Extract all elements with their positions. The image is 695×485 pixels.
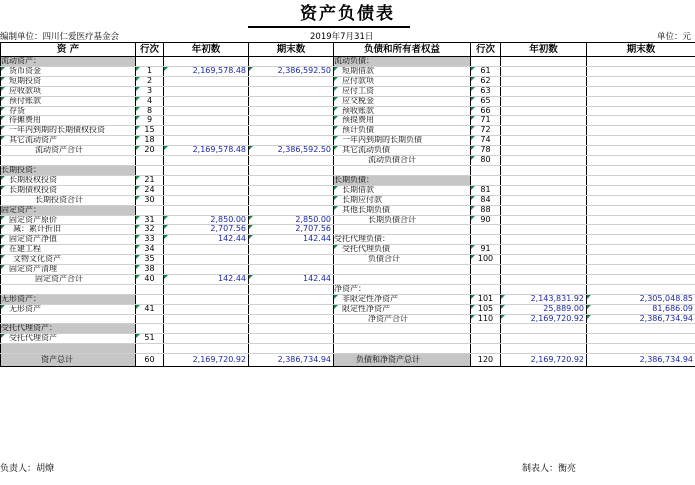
liability-end-cell[interactable] [587, 324, 695, 334]
balance-sheet-table [0, 42, 695, 367]
liability-end-cell[interactable]: 2,305,048.85 [587, 294, 695, 304]
table-row [1, 146, 695, 156]
asset-end-cell[interactable] [249, 205, 334, 215]
asset-begin-cell[interactable]: 2,169,578.48 [164, 146, 249, 156]
liability-line-cell[interactable] [471, 344, 501, 354]
liability-begin-cell[interactable] [501, 235, 587, 245]
header-liabilities[interactable]: 负债和所有者权益 [334, 43, 471, 57]
asset-line-cell[interactable] [136, 165, 164, 175]
asset-end-cell[interactable] [249, 106, 334, 116]
liability-end-cell[interactable] [587, 185, 695, 195]
table-row [1, 195, 695, 205]
liability-label-cell[interactable]: 预计负债 [334, 126, 471, 136]
asset-line-cell[interactable]: 20 [136, 146, 164, 156]
liability-begin-cell[interactable] [501, 116, 587, 126]
liability-end-cell[interactable] [587, 175, 695, 185]
asset-end-cell[interactable] [249, 156, 334, 166]
liability-line-cell[interactable]: 100 [471, 255, 501, 265]
asset-label-cell[interactable]: 货币资金 [1, 66, 136, 76]
asset-line-cell[interactable] [136, 205, 164, 215]
liability-line-cell[interactable] [471, 165, 501, 175]
liability-label-cell[interactable]: 短期借款 [334, 66, 471, 76]
liability-line-cell[interactable] [471, 175, 501, 185]
liability-label-cell[interactable]: 预提费用 [334, 116, 471, 126]
liability-begin-cell[interactable]: 2,143,831.92 [501, 294, 587, 304]
asset-line-cell[interactable]: 15 [136, 126, 164, 136]
liability-line-cell[interactable]: 84 [471, 195, 501, 205]
liability-begin-cell[interactable] [501, 265, 587, 275]
liability-begin-cell[interactable] [501, 185, 587, 195]
asset-line-cell[interactable]: 24 [136, 185, 164, 195]
liability-line-cell[interactable]: 65 [471, 96, 501, 106]
asset-end-cell[interactable] [249, 96, 334, 106]
asset-end-cell[interactable] [249, 255, 334, 265]
header-end-right[interactable]: 期末数 [587, 43, 695, 57]
asset-line-cell[interactable]: 4 [136, 96, 164, 106]
asset-end-cell[interactable]: 142.44 [249, 274, 334, 284]
header-line-no-right[interactable]: 行次 [471, 43, 501, 57]
liability-begin-cell[interactable] [501, 245, 587, 255]
liability-begin-cell[interactable] [501, 344, 587, 354]
asset-end-cell[interactable]: 2,707.56 [249, 225, 334, 235]
liability-label-cell[interactable] [334, 165, 471, 175]
liability-begin-cell[interactable] [501, 66, 587, 76]
table-row [1, 175, 695, 185]
asset-label-cell[interactable]: 长期投资合计 [1, 195, 136, 205]
liability-begin-cell[interactable] [501, 126, 587, 136]
asset-line-cell[interactable]: 31 [136, 215, 164, 225]
asset-end-cell[interactable] [249, 284, 334, 294]
table-row [1, 156, 695, 166]
asset-begin-cell[interactable] [164, 185, 249, 195]
table-row [1, 76, 695, 86]
asset-line-cell[interactable] [136, 294, 164, 304]
liability-end-cell[interactable] [587, 274, 695, 284]
asset-begin-cell[interactable] [164, 136, 249, 146]
asset-line-cell[interactable]: 1 [136, 66, 164, 76]
asset-label-cell[interactable]: 长期投资： [1, 165, 136, 175]
asset-end-cell[interactable] [249, 86, 334, 96]
liability-label-cell[interactable]: 应付工资 [334, 86, 471, 96]
asset-line-cell[interactable] [136, 156, 164, 166]
header-begin[interactable]: 年初数 [164, 43, 249, 57]
asset-line-cell[interactable] [136, 324, 164, 334]
asset-line-cell[interactable]: 2 [136, 76, 164, 86]
liability-begin-cell[interactable] [501, 156, 587, 166]
asset-end-cell[interactable] [249, 116, 334, 126]
asset-begin-cell[interactable] [164, 334, 249, 344]
liability-begin-cell[interactable] [501, 225, 587, 235]
liability-end-cell[interactable] [587, 255, 695, 265]
report-title: 资产负债表 [300, 4, 395, 24]
liability-end-cell[interactable]: 2,386,734.94 [587, 314, 695, 324]
table-row [1, 66, 695, 76]
totals-row [1, 354, 695, 367]
liability-end-cell[interactable] [587, 265, 695, 275]
liability-begin-cell[interactable] [501, 334, 587, 344]
liability-line-cell[interactable]: 66 [471, 106, 501, 116]
asset-end-cell[interactable] [249, 304, 334, 314]
liability-end-cell[interactable] [587, 96, 695, 106]
asset-begin-cell[interactable] [164, 284, 249, 294]
header-begin-right[interactable]: 年初数 [501, 43, 587, 57]
table-row [1, 255, 695, 265]
liability-line-cell[interactable] [471, 235, 501, 245]
liability-begin-cell[interactable] [501, 175, 587, 185]
liability-end-cell[interactable] [587, 195, 695, 205]
liability-end-cell[interactable] [587, 66, 695, 76]
table-row [1, 294, 695, 304]
asset-end-cell[interactable]: 2,850.00 [249, 215, 334, 225]
asset-line-cell[interactable]: 8 [136, 106, 164, 116]
liability-line-cell[interactable]: 91 [471, 245, 501, 255]
liability-label-cell[interactable]: 应交税金 [334, 96, 471, 106]
liability-line-cell[interactable]: 78 [471, 146, 501, 156]
asset-label-cell[interactable] [1, 314, 136, 324]
asset-label-cell[interactable]: 受托代理资产： [1, 324, 136, 334]
liability-begin-cell[interactable] [501, 274, 587, 284]
table-row [1, 265, 695, 275]
liability-begin-cell[interactable] [501, 215, 587, 225]
liability-begin-cell[interactable] [501, 96, 587, 106]
table-row [1, 235, 695, 245]
table-row [1, 57, 695, 67]
liability-label-cell[interactable]: 非限定性净资产 [334, 294, 471, 304]
asset-line-cell[interactable]: 32 [136, 225, 164, 235]
asset-begin-cell[interactable]: 142.44 [164, 235, 249, 245]
liability-label-cell[interactable]: 长期负债合计 [334, 215, 471, 225]
asset-line-cell[interactable]: 18 [136, 136, 164, 146]
table-row [1, 225, 695, 235]
asset-begin-cell[interactable] [164, 344, 249, 354]
asset-line-cell[interactable] [136, 284, 164, 294]
liability-line-cell[interactable]: 80 [471, 156, 501, 166]
liability-begin-cell[interactable] [501, 146, 587, 156]
liability-line-cell[interactable]: 81 [471, 185, 501, 195]
liabilities-total-line[interactable]: 120 [471, 354, 501, 367]
asset-label-cell[interactable]: 短期投资 [1, 76, 136, 86]
liability-end-cell[interactable] [587, 334, 695, 344]
asset-begin-cell[interactable] [164, 165, 249, 175]
asset-label-cell[interactable]: 待摊费用 [1, 116, 136, 126]
liability-label-cell[interactable]: 预收账款 [334, 106, 471, 116]
asset-end-cell[interactable] [249, 245, 334, 255]
liability-line-cell[interactable] [471, 274, 501, 284]
asset-label-cell[interactable]: 应收款项 [1, 86, 136, 96]
table-row [1, 205, 695, 215]
liability-line-cell[interactable]: 101 [471, 294, 501, 304]
asset-begin-cell[interactable]: 2,707.56 [164, 225, 249, 235]
liability-line-cell[interactable]: 61 [471, 66, 501, 76]
asset-line-cell[interactable]: 3 [136, 86, 164, 96]
asset-label-cell[interactable]: 固定资产合计 [1, 274, 136, 284]
liability-end-cell[interactable] [587, 215, 695, 225]
liability-label-cell[interactable] [334, 265, 471, 275]
asset-end-cell[interactable] [249, 57, 334, 67]
asset-end-cell[interactable] [249, 175, 334, 185]
company-label: 编制单位：四川仁爱医疗基金会 [0, 32, 120, 42]
table-row [1, 324, 695, 334]
table-row [1, 96, 695, 106]
asset-begin-cell[interactable] [164, 57, 249, 67]
asset-end-cell[interactable] [249, 165, 334, 175]
asset-end-cell[interactable] [249, 136, 334, 146]
asset-label-cell[interactable]: 固定资产： [1, 205, 136, 215]
asset-label-cell[interactable]: 无形资产 [1, 304, 136, 314]
liability-label-cell[interactable]: 其他长期负债 [334, 205, 471, 215]
table-row [1, 304, 695, 314]
asset-begin-cell[interactable] [164, 324, 249, 334]
header-row [1, 43, 695, 57]
asset-label-cell[interactable]: 预付账款 [1, 96, 136, 106]
liability-end-cell[interactable] [587, 57, 695, 67]
liability-begin-cell[interactable] [501, 106, 587, 116]
asset-begin-cell[interactable] [164, 76, 249, 86]
liability-line-cell[interactable]: 63 [471, 86, 501, 96]
liability-label-cell[interactable] [334, 225, 471, 235]
liability-begin-cell[interactable] [501, 255, 587, 265]
asset-end-cell[interactable]: 142.44 [249, 235, 334, 245]
asset-end-cell[interactable]: 2,386,592.50 [249, 66, 334, 76]
asset-end-cell[interactable] [249, 324, 334, 334]
liability-end-cell[interactable] [587, 205, 695, 215]
asset-label-cell[interactable]: 受托代理资产 [1, 334, 136, 344]
liability-line-cell[interactable]: 88 [471, 205, 501, 215]
asset-label-cell[interactable]: 一年内到期的长期债权投资 [1, 126, 136, 136]
asset-label-cell[interactable]: 存货 [1, 106, 136, 116]
asset-line-cell[interactable]: 9 [136, 116, 164, 126]
liability-begin-cell[interactable]: 25,889.00 [501, 304, 587, 314]
liability-line-cell[interactable] [471, 324, 501, 334]
asset-begin-cell[interactable] [164, 175, 249, 185]
asset-line-cell[interactable]: 33 [136, 235, 164, 245]
asset-begin-cell[interactable] [164, 96, 249, 106]
liability-line-cell[interactable]: 90 [471, 215, 501, 225]
asset-begin-cell[interactable] [164, 126, 249, 136]
liability-label-cell[interactable]: 流动负债合计 [334, 156, 471, 166]
liability-begin-cell[interactable] [501, 165, 587, 175]
assets-total-begin[interactable]: 2,169,720.92 [164, 354, 249, 367]
unit-label: 单位：元 [656, 32, 691, 42]
asset-begin-cell[interactable] [164, 156, 249, 166]
liability-label-cell[interactable]: 一年内到期的长期负债 [334, 136, 471, 146]
liability-begin-cell[interactable] [501, 136, 587, 146]
asset-end-cell[interactable] [249, 334, 334, 344]
asset-begin-cell[interactable] [164, 255, 249, 265]
liability-label-cell[interactable]: 其它流动负债 [334, 146, 471, 156]
asset-begin-cell[interactable] [164, 106, 249, 116]
title-underline [248, 26, 410, 28]
liability-end-cell[interactable] [587, 136, 695, 146]
asset-line-cell[interactable] [136, 314, 164, 324]
header-end[interactable]: 期末数 [249, 43, 334, 57]
liability-end-cell[interactable] [587, 225, 695, 235]
table-row [1, 136, 695, 146]
liability-label-cell[interactable]: 长期负债： [334, 175, 471, 185]
asset-end-cell[interactable] [249, 314, 334, 324]
liability-label-cell[interactable]: 净资产合计 [334, 314, 471, 324]
table-row [1, 116, 695, 126]
liability-end-cell[interactable] [587, 245, 695, 255]
asset-label-cell[interactable]: 长期债权投资 [1, 185, 136, 195]
liabilities-total-begin[interactable]: 2,169,720.92 [501, 354, 587, 367]
asset-label-cell[interactable] [1, 156, 136, 166]
asset-label-cell[interactable]: 其它流动资产 [1, 136, 136, 146]
liability-label-cell[interactable]: 受托代理负债： [334, 235, 471, 245]
table-row [1, 245, 695, 255]
preparer-label: 制表人：衡亮 [522, 464, 577, 474]
liability-begin-cell[interactable] [501, 284, 587, 294]
liability-end-cell[interactable] [587, 235, 695, 245]
liability-end-cell[interactable] [587, 284, 695, 294]
liability-label-cell[interactable]: 净资产： [334, 284, 471, 294]
liability-line-cell[interactable] [471, 284, 501, 294]
table-row [1, 314, 695, 324]
asset-end-cell[interactable] [249, 126, 334, 136]
table-row [1, 126, 695, 136]
liability-end-cell[interactable] [587, 106, 695, 116]
asset-begin-cell[interactable] [164, 116, 249, 126]
asset-line-cell[interactable]: 35 [136, 255, 164, 265]
asset-label-cell[interactable]: 固定资产原价 [1, 215, 136, 225]
liability-label-cell[interactable]: 限定性净资产 [334, 304, 471, 314]
asset-line-cell[interactable]: 21 [136, 175, 164, 185]
asset-label-cell[interactable]: 文物文化资产 [1, 255, 136, 265]
asset-label-cell[interactable]: 减：累计折旧 [1, 225, 136, 235]
liability-line-cell[interactable]: 105 [471, 304, 501, 314]
assets-total-label[interactable]: 资产总计 [1, 354, 136, 367]
liability-begin-cell[interactable] [501, 86, 587, 96]
liability-begin-cell[interactable] [501, 195, 587, 205]
liability-begin-cell[interactable] [501, 324, 587, 334]
asset-label-cell[interactable]: 长期股权投资 [1, 175, 136, 185]
asset-label-cell[interactable]: 在建工程 [1, 245, 136, 255]
liability-line-cell[interactable]: 110 [471, 314, 501, 324]
asset-end-cell[interactable] [249, 76, 334, 86]
liability-line-cell[interactable]: 72 [471, 126, 501, 136]
asset-begin-cell[interactable] [164, 304, 249, 314]
table-row [1, 215, 695, 225]
liability-end-cell[interactable] [587, 126, 695, 136]
asset-line-cell[interactable]: 38 [136, 265, 164, 275]
liability-begin-cell[interactable] [501, 76, 587, 86]
asset-line-cell[interactable]: 51 [136, 334, 164, 344]
asset-line-cell[interactable]: 40 [136, 274, 164, 284]
asset-line-cell[interactable] [136, 57, 164, 67]
liability-label-cell[interactable]: 流动负债： [334, 57, 471, 67]
asset-begin-cell[interactable] [164, 205, 249, 215]
asset-label-cell[interactable]: 流动资产合计 [1, 146, 136, 156]
asset-end-cell[interactable] [249, 185, 334, 195]
table-row [1, 334, 695, 344]
asset-label-cell[interactable] [1, 344, 136, 354]
asset-begin-cell[interactable] [164, 195, 249, 205]
asset-label-cell[interactable]: 固定资产净值 [1, 235, 136, 245]
asset-label-cell[interactable]: 流动资产： [1, 57, 136, 67]
header-line-no[interactable]: 行次 [136, 43, 164, 57]
liability-line-cell[interactable] [471, 225, 501, 235]
liability-line-cell[interactable] [471, 334, 501, 344]
asset-begin-cell[interactable] [164, 314, 249, 324]
liability-label-cell[interactable] [334, 274, 471, 284]
liability-label-cell[interactable] [334, 324, 471, 334]
asset-line-cell[interactable] [136, 344, 164, 354]
asset-label-cell[interactable]: 固定资产清理 [1, 265, 136, 275]
liability-line-cell[interactable]: 74 [471, 136, 501, 146]
table-row [1, 344, 695, 354]
table-row [1, 165, 695, 175]
header-assets[interactable]: 资 产 [1, 43, 136, 57]
table-row [1, 185, 695, 195]
liability-line-cell[interactable] [471, 265, 501, 275]
liability-label-cell[interactable]: 应付款项 [334, 76, 471, 86]
asset-begin-cell[interactable] [164, 265, 249, 275]
liability-end-cell[interactable] [587, 146, 695, 156]
liability-label-cell[interactable] [334, 344, 471, 354]
liabilities-total-end[interactable]: 2,386,734.94 [587, 354, 695, 367]
liability-label-cell[interactable] [334, 334, 471, 344]
report-date: 2019年7月31日 [310, 32, 374, 42]
liability-end-cell[interactable] [587, 344, 695, 354]
liability-end-cell[interactable]: 81,686.09 [587, 304, 695, 314]
liability-end-cell[interactable] [587, 165, 695, 175]
table-row [1, 86, 695, 96]
asset-end-cell[interactable] [249, 195, 334, 205]
liability-label-cell[interactable]: 受托代理负债 [334, 245, 471, 255]
liability-end-cell[interactable] [587, 116, 695, 126]
table-row [1, 284, 695, 294]
principal-label: 负责人：胡燎 [0, 464, 55, 474]
asset-line-cell[interactable]: 41 [136, 304, 164, 314]
asset-begin-cell[interactable] [164, 294, 249, 304]
liability-begin-cell[interactable] [501, 57, 587, 67]
liability-end-cell[interactable] [587, 156, 695, 166]
assets-total-line[interactable]: 60 [136, 354, 164, 367]
liability-label-cell[interactable]: 长期借款 [334, 185, 471, 195]
asset-end-cell[interactable] [249, 265, 334, 275]
asset-begin-cell[interactable] [164, 245, 249, 255]
liability-end-cell[interactable] [587, 76, 695, 86]
liability-label-cell[interactable]: 负债合计 [334, 255, 471, 265]
liabilities-total-label[interactable]: 负债和净资产总计 [334, 354, 471, 367]
asset-end-cell[interactable] [249, 344, 334, 354]
table-row [1, 274, 695, 284]
asset-line-cell[interactable]: 30 [136, 195, 164, 205]
asset-begin-cell[interactable]: 2,850.00 [164, 215, 249, 225]
liability-line-cell[interactable] [471, 57, 501, 67]
asset-begin-cell[interactable]: 2,169,578.48 [164, 66, 249, 76]
asset-end-cell[interactable] [249, 294, 334, 304]
liability-begin-cell[interactable] [501, 205, 587, 215]
liability-line-cell[interactable]: 62 [471, 76, 501, 86]
liability-line-cell[interactable]: 71 [471, 116, 501, 126]
asset-end-cell[interactable]: 2,386,592.50 [249, 146, 334, 156]
asset-label-cell[interactable] [1, 284, 136, 294]
assets-total-end[interactable]: 2,386,734.94 [249, 354, 334, 367]
liability-begin-cell[interactable]: 2,169,720.92 [501, 314, 587, 324]
asset-line-cell[interactable]: 34 [136, 245, 164, 255]
asset-begin-cell[interactable] [164, 86, 249, 96]
liability-end-cell[interactable] [587, 86, 695, 96]
liability-label-cell[interactable]: 长期应付款 [334, 195, 471, 205]
table-row [1, 106, 695, 116]
asset-begin-cell[interactable]: 142.44 [164, 274, 249, 284]
asset-label-cell[interactable]: 无形资产： [1, 294, 136, 304]
